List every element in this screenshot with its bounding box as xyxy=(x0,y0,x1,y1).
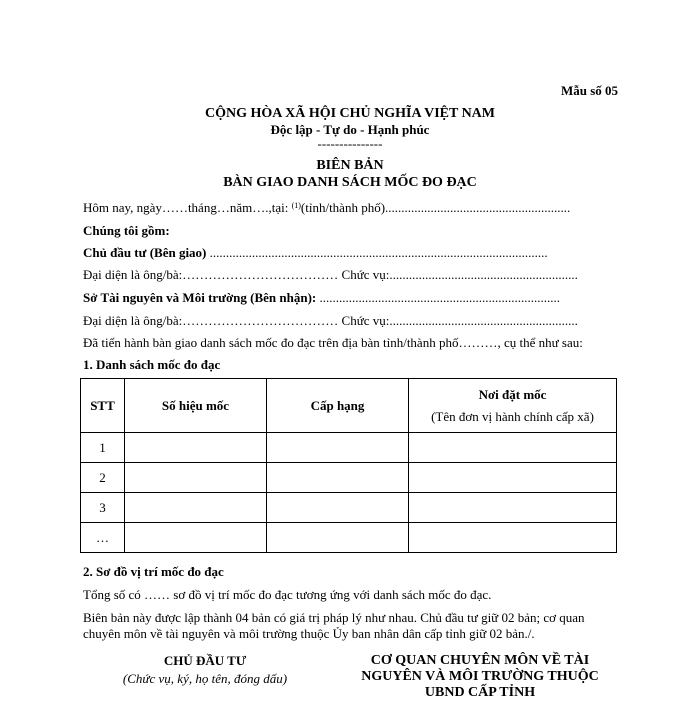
row-grade xyxy=(267,523,409,553)
investor-line xyxy=(83,245,623,261)
investor-signature-title: CHỦ ĐẦU TƯ xyxy=(163,653,247,668)
header-location-note: (Tên đơn vị hành chính cấp xã) xyxy=(431,408,594,424)
survey-marks-table xyxy=(80,378,617,553)
total-diagrams-line: Tổng số có …… sơ đồ vị trí mốc đo đạc tương ứng với danh sách mốc đo đạc. xyxy=(83,587,492,602)
date-line-prefix: Hôm nay, ngày……tháng…năm….,tại: xyxy=(83,200,292,215)
date-line xyxy=(83,200,623,216)
rep1-name-fill: Đại diện là ông/bà:……………………………… xyxy=(83,267,342,282)
footnote-marker: (1) xyxy=(291,201,301,210)
header-stt: STT xyxy=(81,379,125,433)
row-location xyxy=(409,433,617,463)
row-stt: … xyxy=(81,523,125,553)
department-line xyxy=(83,290,623,306)
motto: Độc lập - Tự do - Hạnh phúc xyxy=(270,122,430,137)
document-subtitle: BÀN GIAO DANH SÁCH MỐC ĐO ĐẠC xyxy=(223,175,477,190)
row-location xyxy=(409,523,617,553)
investor-signature-note: (Chức vụ, ký, họ tên, đóng dấu) xyxy=(122,671,288,686)
table-row xyxy=(81,463,617,493)
row-mark-code xyxy=(125,523,267,553)
row-stt: 2 xyxy=(81,463,125,493)
authority-title-line-3: UBND CẤP TỈNH xyxy=(424,685,536,700)
rep2-position-fill: Chức vụ:.......................................................... xyxy=(341,313,578,328)
date-line-suffix: (tỉnh/thành phố)......................................................... xyxy=(300,200,571,215)
rep2-name-fill: Đại diện là ông/bà:……………………………… xyxy=(83,313,342,328)
representative-line-1 xyxy=(83,267,623,283)
section-2-title: 2. Sơ đồ vị trí mốc đo đạc xyxy=(83,564,224,579)
row-location xyxy=(409,463,617,493)
document-title: BIÊN BẢN xyxy=(316,158,384,173)
investor-fill: ........................................................................................................ xyxy=(206,245,548,260)
header-location xyxy=(409,379,617,433)
row-mark-code xyxy=(125,433,267,463)
we-are-label: Chúng tôi gồm: xyxy=(83,223,170,238)
separator-line: --------------- xyxy=(317,136,383,151)
row-location xyxy=(409,493,617,523)
row-grade xyxy=(267,493,409,523)
nation-heading: CỘNG HÒA XÃ HỘI CHỦ NGHĨA VIỆT NAM xyxy=(204,106,495,121)
form-number: Mẫu số 05 xyxy=(560,83,618,98)
header-grade: Cấp hạng xyxy=(267,379,409,433)
table-row xyxy=(81,493,617,523)
section-1-heading xyxy=(83,357,623,373)
row-stt: 3 xyxy=(81,493,125,523)
investor-label: Chủ đầu tư (Bên giao) xyxy=(83,245,207,260)
copies-line-2: chuyên môn về tài nguyên và môi trường thuộc Ủy ban nhân dân cấp tỉnh giữ 02 bản./. xyxy=(83,626,535,641)
participants-heading xyxy=(83,223,623,239)
table-row xyxy=(81,523,617,553)
header-location-title: Nơi đặt mốc xyxy=(478,386,547,402)
table-header-row xyxy=(81,379,617,433)
authority-signature-block xyxy=(330,653,630,701)
investor-signature-block xyxy=(95,653,315,687)
row-mark-code xyxy=(125,493,267,523)
department-label: Sở Tài nguyên và Môi trường (Bên nhận): xyxy=(83,290,317,305)
row-grade xyxy=(267,463,409,493)
row-grade xyxy=(267,433,409,463)
authority-title-line-2: NGUYÊN VÀ MÔI TRƯỜNG THUỘC xyxy=(361,669,599,684)
rep1-position-fill: Chức vụ:.......................................................... xyxy=(341,267,578,282)
row-mark-code xyxy=(125,463,267,493)
representative-line-2 xyxy=(83,313,623,329)
table-row xyxy=(81,433,617,463)
section-1-title: 1. Danh sách mốc đo đạc xyxy=(83,357,221,372)
header-mark-code: Số hiệu mốc xyxy=(125,379,267,433)
department-fill: .......................................................................... xyxy=(316,290,560,305)
section-2-heading xyxy=(83,564,623,580)
handover-statement: Đã tiến hành bàn giao danh sách mốc đo đạc trên địa bàn tỉnh/thành phố………, cụ thể như sau: xyxy=(83,335,583,350)
copies-line-1: Biên bản này được lập thành 04 bản có giá trị pháp lý như nhau. Chủ đầu tư giữ 02 bản; cơ quan xyxy=(83,610,585,625)
row-stt: 1 xyxy=(81,433,125,463)
authority-title-line-1: CƠ QUAN CHUYÊN MÔN VỀ TÀI xyxy=(370,653,590,668)
